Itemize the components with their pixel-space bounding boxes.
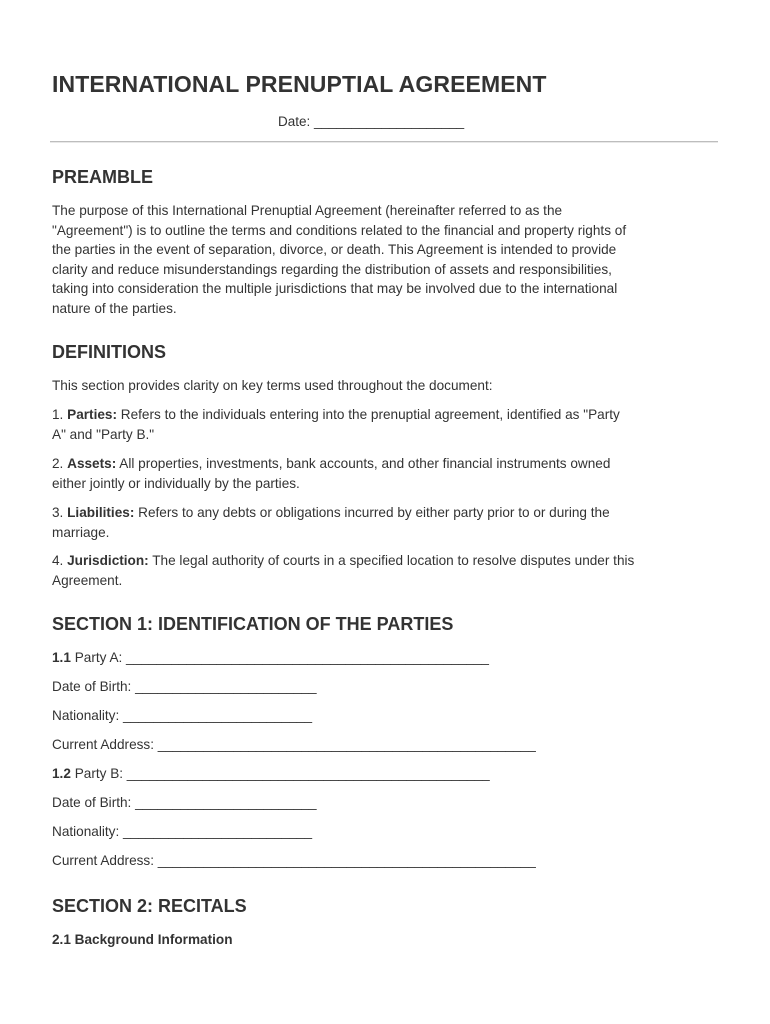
definition-text: All properties, investments, bank accounts, and other financial instruments owned <box>119 456 611 471</box>
definition-text: The legal authority of courts in a specified location to resolve disputes under this <box>152 553 635 568</box>
definition-term: Liabilities: <box>67 505 135 520</box>
definition-text: Refers to any debts or obligations incurred by either party prior to or during the <box>138 505 610 520</box>
preamble-line: The purpose of this International Prenuptial Agreement (hereinafter referred to as the <box>52 203 563 218</box>
party-b-name-label: Party B: ________________________________________________ <box>74 766 490 781</box>
preamble-line: the parties in the event of separation, divorce, or death. This Agreement is intended to provide <box>52 242 617 257</box>
definitions-intro: This section provides clarity on key terms used throughout the document: <box>52 378 493 393</box>
party-b-nationality-field: Nationality: _________________________ <box>52 824 313 839</box>
background-information-subheading: 2.1 Background Information <box>52 932 233 947</box>
definition-number: 1. <box>52 407 64 422</box>
definition-text: Agreement. <box>52 572 123 588</box>
definition-number: 3. <box>52 505 64 520</box>
definitions-heading: DEFINITIONS <box>52 342 167 362</box>
definition-term: Parties: <box>67 407 117 422</box>
section2-heading: SECTION 2: RECITALS <box>52 896 247 916</box>
party-a-name-label: Party A: ________________________________________________ <box>74 650 489 665</box>
preamble-heading: PREAMBLE <box>52 167 154 187</box>
party-a-nationality-field: Nationality: _________________________ <box>52 708 313 723</box>
definition-text: A" and "Party B." <box>52 426 155 442</box>
definition-number: 4. <box>52 553 64 568</box>
definition-number: 2. <box>52 456 64 471</box>
definition-text: Refers to the individuals entering into the prenuptial agreement, identified as "Party <box>120 407 620 422</box>
party-a-number: 1.1 <box>52 650 71 665</box>
definition-item-assets <box>52 454 720 493</box>
definition-text: either jointly or individually by the parties. <box>52 475 300 491</box>
preamble-line: clarity and reduce misunderstandings regarding the distribution of assets and responsibilities, <box>52 262 612 277</box>
definition-item-parties <box>52 405 720 444</box>
party-a-dob-field: Date of Birth: ________________________ <box>52 679 317 694</box>
preamble-line: taking into consideration the multiple jurisdictions that may be involved due to the international <box>52 281 618 296</box>
title-divider <box>50 141 718 143</box>
party-a-name-field <box>52 650 489 665</box>
definition-term: Assets: <box>67 456 117 471</box>
definition-text: marriage. <box>52 524 110 540</box>
definition-term: Jurisdiction: <box>67 553 149 568</box>
preamble-line: "Agreement") is to outline the terms and conditions related to the financial and property rights of <box>52 223 627 238</box>
date-field: Date: ____________________ <box>278 114 465 129</box>
party-b-address-field: Current Address: __________________________________________________ <box>52 853 536 868</box>
document-title: INTERNATIONAL PRENUPTIAL AGREEMENT <box>52 71 547 97</box>
party-b-number: 1.2 <box>52 766 71 781</box>
definition-item-liabilities <box>52 503 720 542</box>
section1-heading: SECTION 1: IDENTIFICATION OF THE PARTIES <box>52 614 454 634</box>
definition-item-jurisdiction <box>52 551 720 590</box>
preamble-line: nature of the parties. <box>52 301 177 316</box>
party-b-name-field <box>52 766 490 781</box>
party-a-address-field: Current Address: __________________________________________________ <box>52 737 536 752</box>
party-b-dob-field: Date of Birth: ________________________ <box>52 795 317 810</box>
